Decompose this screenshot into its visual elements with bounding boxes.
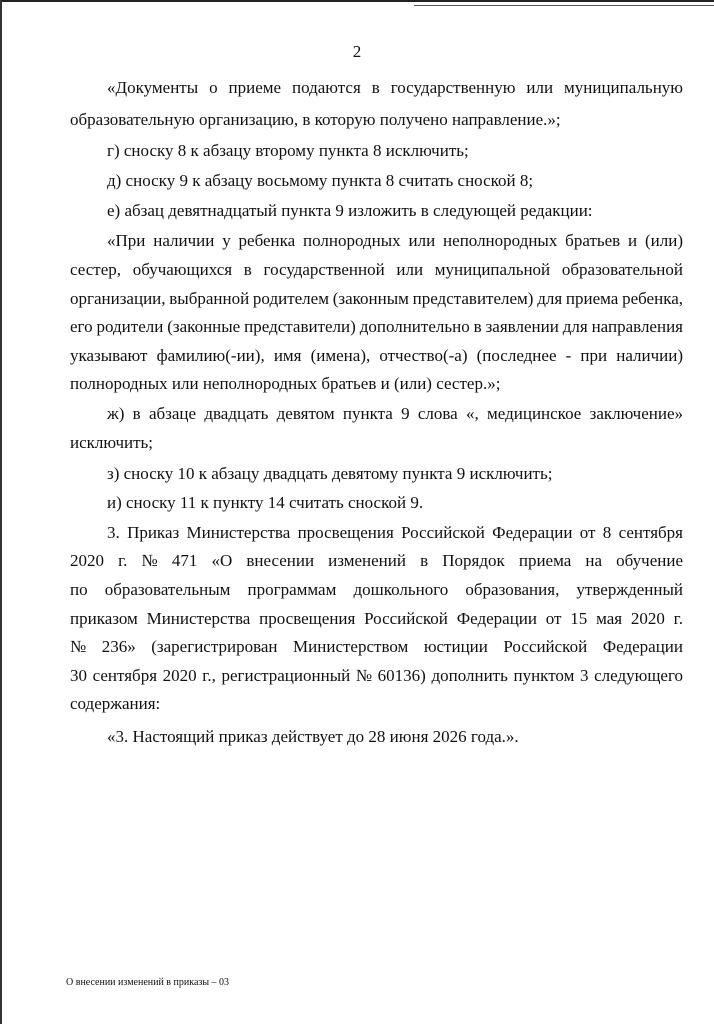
text-line: образовательную организацию, в которую получено направление.»; (70, 110, 561, 129)
scan-top-border-right (414, 0, 714, 6)
text-line: ж) в абзаце двадцать девятом пункта 9 слова «, медицинское заключение» (107, 404, 683, 423)
text-line: по образовательным программам дошкольного образования, утвержденный (70, 580, 683, 599)
text-line: 3. Приказ Министерства просвещения Российской Федерации от 8 сентября (107, 523, 683, 542)
text-line: приказом Министерства просвещения Российской Федерации от 15 мая 2020 г. (70, 609, 683, 628)
text-line: г) сноску 8 к абзацу второму пункта 8 исключить; (107, 141, 469, 160)
text-line: «При наличии у ребенка полнородных или неполнородных братьев и (или) (107, 231, 683, 250)
text-line: полнородных или неполнородных братьев и (или) сестер.»; (70, 374, 501, 393)
page-number: 2 (352, 42, 362, 61)
text-line: 2020 г. № 471 «О внесении изменений в Порядок приема на обучение (70, 551, 683, 570)
footer-text: О внесении изменений в приказы – 03 (66, 977, 230, 988)
text-line: сестер, обучающихся в государственной или муниципальной образовательной (70, 260, 683, 279)
text-line: содержания: (70, 694, 161, 713)
text-line: д) сноску 9 к абзацу восьмому пункта 8 считать сноской 8; (107, 171, 534, 190)
text-line: указывают фамилию(-ии), имя (имена), отчество(-а) (последнее - при наличии) (70, 346, 683, 365)
scan-left-border (0, 0, 2, 1024)
text-line: исключить; (70, 433, 153, 452)
text-line: его родители (законные представители) дополнительно в заявлении для направления (70, 317, 683, 336)
text-line: «Документы о приеме подаются в государственную или муниципальную (107, 78, 683, 97)
text-line: организации, выбранной родителем (законным представителем) для приема ребенка, (70, 289, 683, 308)
text-line: № 236» (зарегистрирован Министерством юстиции Российской Федерации (70, 637, 683, 656)
text-line: е) абзац девятнадцатый пункта 9 изложить в следующей редакции: (107, 201, 593, 220)
text-line: 30 сентября 2020 г., регистрационный № 60136) дополнить пунктом 3 следующего (70, 666, 683, 685)
text-line: з) сноску 10 к абзацу двадцать девятому пункта 9 исключить; (107, 464, 553, 483)
text-line: «3. Настоящий приказ действует до 28 июня 2026 года.». (107, 727, 519, 746)
text-line: и) сноску 11 к пункту 14 считать сноской 9. (107, 493, 424, 512)
